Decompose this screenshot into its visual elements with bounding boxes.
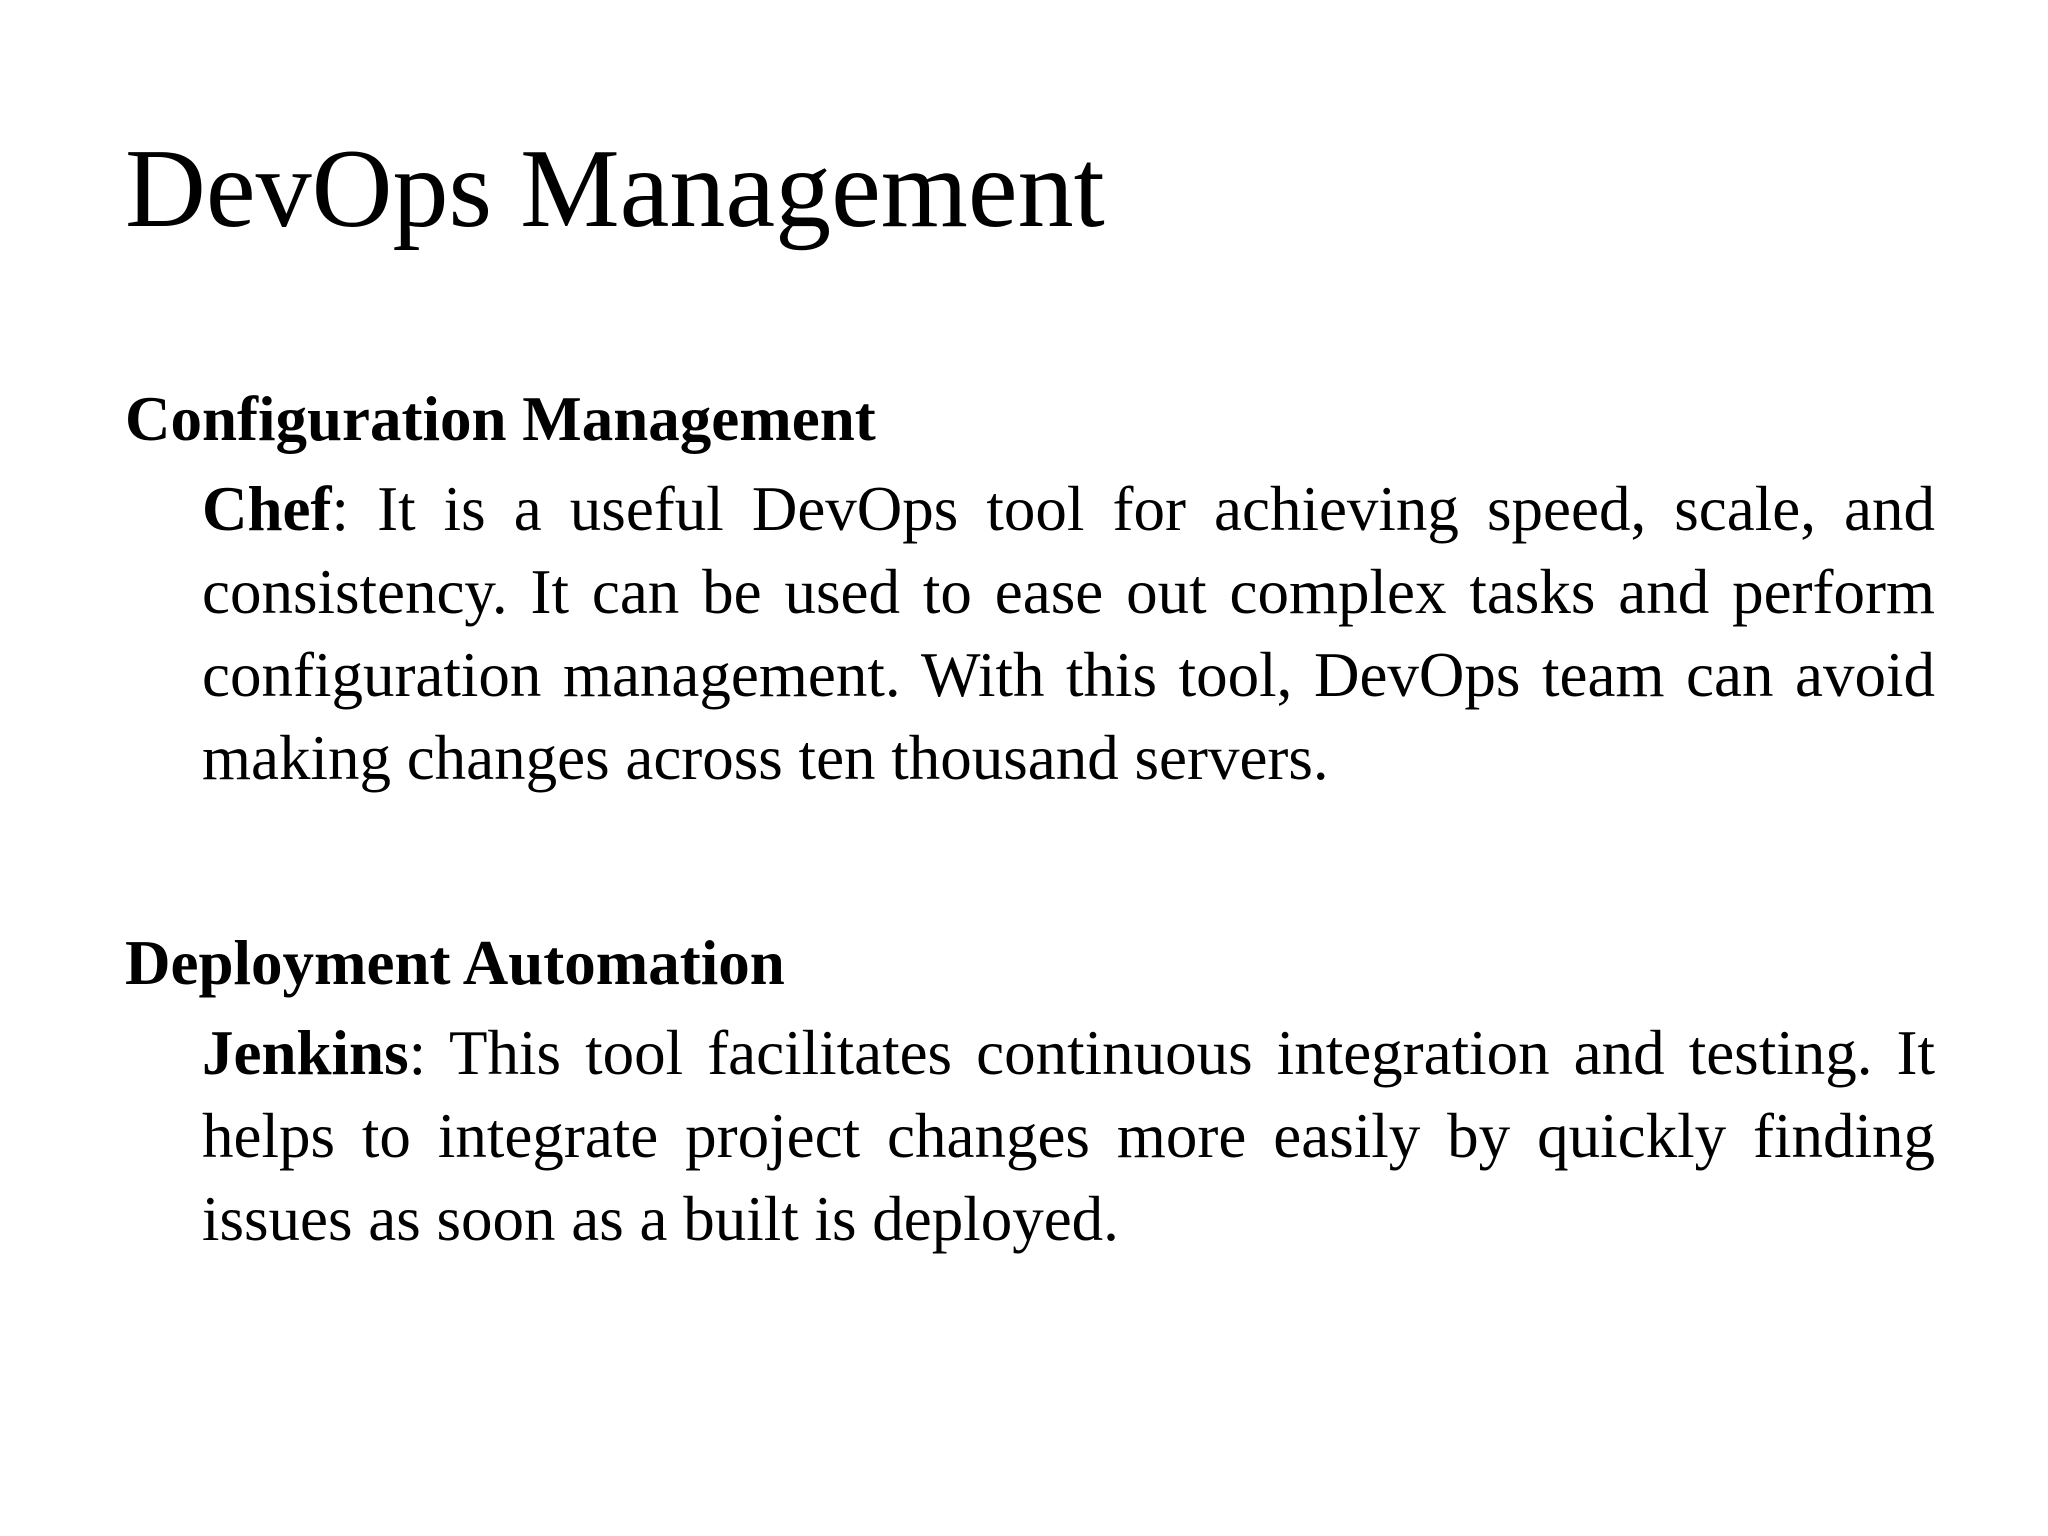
term-separator: : [408,1018,427,1088]
tool-name: Jenkins [202,1018,409,1088]
section-configuration-management [125,378,1935,800]
section-heading: Deployment Automation [125,928,785,998]
term-separator: : [331,474,349,544]
tool-description [202,468,1935,800]
slide-title: DevOps Management [125,127,1105,251]
tool-description-text: It is a useful DevOps tool for achieving speed, scale, and consistency. It can be used to ease out complex tasks and perform configuration management. With this tool, DevOps team can avoid making changes across ten thousand servers. [202,474,1935,793]
tool-description-text: This tool facilitates continuous integration and testing. It helps to integrate project changes more easily by quickly finding issues as soon as a built is deployed. [202,1018,1935,1254]
tool-description [202,1012,1935,1261]
tool-name: Chef [202,474,332,544]
section-deployment-automation [125,922,1935,1261]
section-heading: Configuration Management [125,384,876,454]
